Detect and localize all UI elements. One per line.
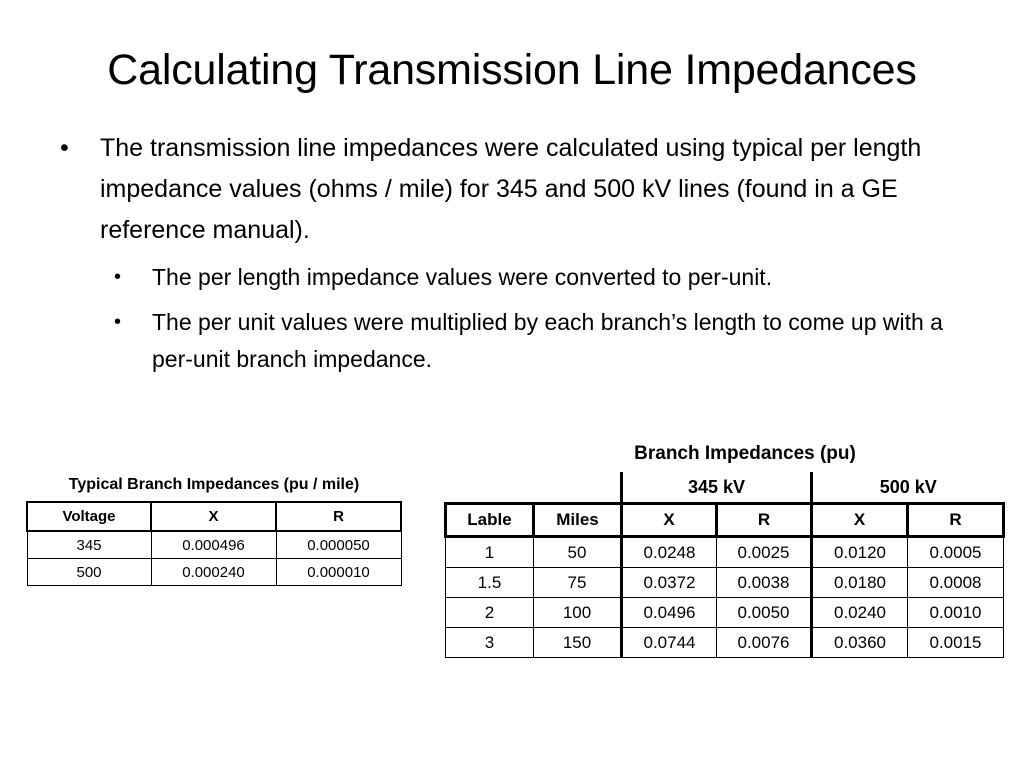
- sub-bullet-text: The per length impedance values were converted to per-unit.: [152, 264, 773, 290]
- table-cell: 0.0180: [812, 568, 908, 598]
- table-cell: 150: [534, 628, 622, 658]
- column-header: R: [276, 502, 401, 531]
- table-cell: 0.0496: [622, 598, 717, 628]
- table-cell: 100: [534, 598, 622, 628]
- table-cell: 0.000050: [276, 531, 401, 559]
- table-row: [446, 598, 1004, 628]
- table-cell: 0.0025: [717, 537, 812, 568]
- column-header: X: [151, 502, 276, 531]
- column-header: X: [622, 504, 717, 537]
- sub-bullet: [56, 259, 976, 296]
- table-cell: 0.0038: [717, 568, 812, 598]
- table-cell: 0.0008: [908, 568, 1004, 598]
- bullet-dot-icon: •: [60, 134, 69, 162]
- typical-impedance-table: [26, 501, 402, 586]
- column-header: Miles: [534, 504, 622, 537]
- bullet-main-text: The transmission line impedances were calculated using typical per length impedance values (ohms / mile) for 345 and 500 kV lines (found in a GE reference manual).: [100, 134, 922, 244]
- voltage-group-500: 500 kV: [812, 472, 1004, 504]
- slide-title: Calculating Transmission Line Impedances: [107, 46, 917, 94]
- column-header: Lable: [446, 504, 534, 537]
- table-cell: 0.0015: [908, 628, 1004, 658]
- table-cell: 0.000496: [151, 531, 276, 559]
- column-header: X: [812, 504, 908, 537]
- table-cell: 3: [446, 628, 534, 658]
- voltage-group-345: 345 kV: [622, 472, 812, 504]
- typical-table-caption: Typical Branch Impedances (pu / mile): [68, 476, 360, 493]
- table-cell: 345: [27, 531, 151, 559]
- table-cell: 0.0076: [717, 628, 812, 658]
- table-cell: 0.0010: [908, 598, 1004, 628]
- table-row: [27, 559, 401, 586]
- table-cell: 0.0744: [622, 628, 717, 658]
- voltage-group-row: [446, 472, 1004, 504]
- table-row: [27, 531, 401, 559]
- column-header: R: [908, 504, 1004, 537]
- table-row: [446, 537, 1004, 568]
- table-cell: 500: [27, 559, 151, 586]
- table-header-row: [27, 502, 401, 531]
- bullet-dot-icon: •: [114, 266, 122, 288]
- table-cell: 0.000010: [276, 559, 401, 586]
- branch-impedance-table: [444, 472, 1005, 658]
- table-row: [446, 628, 1004, 658]
- sub-bullet-text: The per unit values were multiplied by each branch’s length to come up with a per-unit branch impedance.: [152, 309, 943, 372]
- table-cell: 0.0050: [717, 598, 812, 628]
- branch-table-caption: Branch Impedances (pu): [634, 443, 856, 464]
- table-cell: 0.0240: [812, 598, 908, 628]
- table-header-row: [446, 504, 1004, 537]
- sub-bullet: [56, 304, 976, 378]
- table-row: [446, 568, 1004, 598]
- column-header: Voltage: [27, 502, 151, 531]
- table-cell: 50: [534, 537, 622, 568]
- table-cell: 1.5: [446, 568, 534, 598]
- column-header: R: [717, 504, 812, 537]
- table-cell: 0.0120: [812, 537, 908, 568]
- table-cell: 1: [446, 537, 534, 568]
- table-cell: 0.0005: [908, 537, 1004, 568]
- bullet-dot-icon: •: [114, 311, 122, 333]
- table-cell: 2: [446, 598, 534, 628]
- table-cell: 0.000240: [151, 559, 276, 586]
- table-cell: 0.0248: [622, 537, 717, 568]
- table-cell: 0.0360: [812, 628, 908, 658]
- bullet-list: [56, 128, 976, 378]
- table-cell: 75: [534, 568, 622, 598]
- table-cell: 0.0372: [622, 568, 717, 598]
- bullet-main: [56, 128, 976, 251]
- blank-cell: [446, 472, 622, 504]
